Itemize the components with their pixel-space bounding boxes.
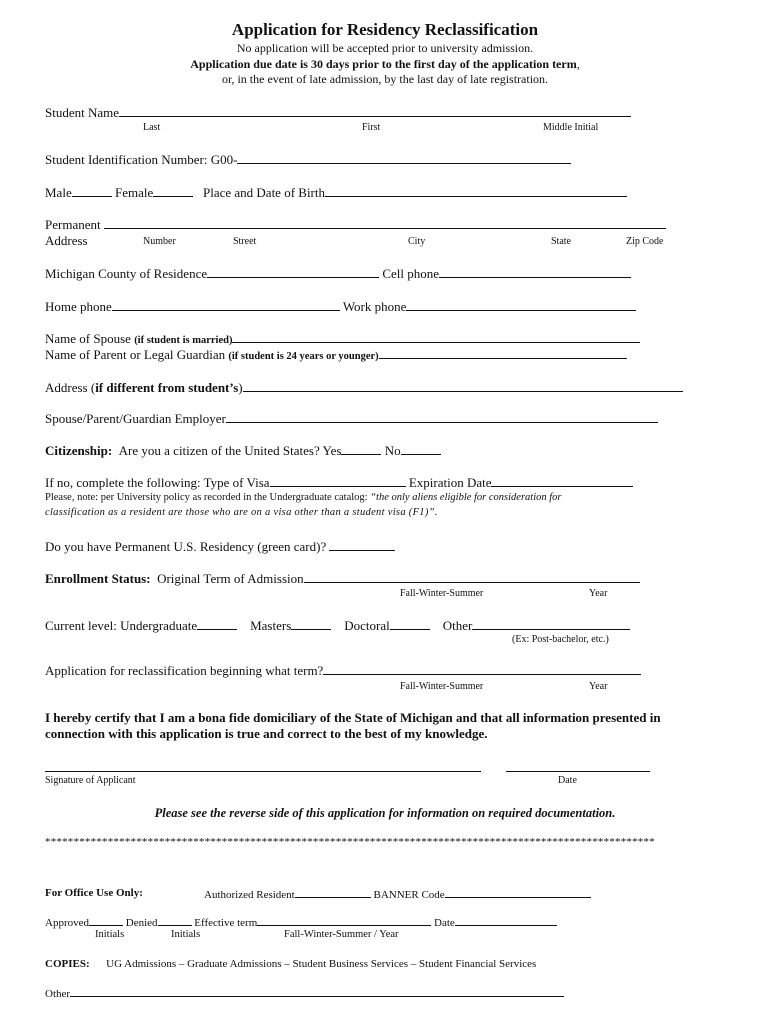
cell-label: Cell phone	[382, 266, 440, 281]
reclass-term-field[interactable]	[323, 663, 641, 675]
other-level-label: Other	[442, 618, 473, 633]
sub-middle-initial: Middle Initial	[543, 122, 599, 133]
authorized-field[interactable]	[295, 887, 371, 898]
spouse-row	[45, 331, 640, 347]
phone-row	[45, 299, 636, 315]
citizenship-question: Are you a citizen of the United States? Yes	[118, 443, 342, 458]
citizenship-row	[45, 443, 441, 459]
address-field[interactable]	[104, 217, 666, 229]
alt-address-row: Address (if different from student’s)	[45, 380, 683, 396]
certify-line-2: connection with this application is true and correct to the best of my knowledge.	[45, 726, 488, 741]
approval-row	[45, 915, 557, 929]
signature-field[interactable]	[45, 760, 481, 772]
sub-year-2: Year	[589, 681, 608, 692]
county-row	[45, 266, 631, 282]
approved-label: Approved	[45, 917, 89, 929]
separator-stars: ***********************************************************************************************************	[45, 836, 655, 848]
office-date-label: Date	[434, 917, 455, 929]
home-phone-label: Home phone	[45, 299, 112, 314]
effective-term-label: Effective term	[194, 917, 258, 929]
citizenship-label: Citizenship:	[45, 443, 113, 458]
male-field[interactable]	[72, 185, 112, 197]
doctoral-label: Doctoral	[344, 618, 390, 633]
employer-field[interactable]	[226, 411, 658, 423]
sub-year-1: Year	[589, 588, 608, 599]
work-phone-field[interactable]	[406, 299, 636, 311]
form-title: Application for Residency Reclassification	[231, 20, 539, 39]
expiration-label: Expiration Date	[408, 475, 492, 490]
county-field[interactable]	[207, 266, 379, 278]
county-label: Michigan County of Residence	[45, 266, 208, 281]
admission-term-field[interactable]	[304, 571, 640, 583]
permanent-label: Permanent	[45, 217, 101, 232]
parent-note: (if student is 24 years or younger)	[228, 351, 379, 362]
sub-term: Fall-Winter-Summer / Year	[284, 929, 399, 940]
spouse-field[interactable]	[232, 331, 640, 343]
denied-label: Denied	[125, 917, 158, 929]
green-card-field[interactable]	[329, 539, 395, 551]
green-card-label: Do you have Permanent U.S. Residency (green card)?	[45, 539, 327, 554]
visa-policy-note-2: classification as a resident are those who are on a visa other than a student visa (F1)”.	[45, 507, 438, 518]
certify-line-1: I hereby certify that I am a bona fide domiciliary of the State of Michigan and that all information presented in	[45, 710, 661, 725]
admission-notice: No application will be accepted prior to university admission.	[236, 41, 534, 55]
other-field[interactable]	[70, 986, 564, 997]
other-row	[45, 986, 564, 1000]
expiration-field[interactable]	[491, 475, 633, 487]
work-phone-label: Work phone	[342, 299, 407, 314]
other-label: Other	[45, 988, 71, 1000]
copies-label: COPIES:	[45, 958, 90, 970]
undergraduate-field[interactable]	[197, 618, 237, 630]
approved-field[interactable]	[89, 915, 123, 926]
spouse-note: (if student is married)	[134, 335, 233, 346]
student-name-field[interactable]	[119, 105, 631, 117]
address-row	[45, 217, 666, 233]
enrollment-label: Enrollment Status:	[45, 571, 151, 586]
spouse-label: Name of Spouse	[45, 331, 135, 346]
effective-term-field[interactable]	[257, 915, 431, 926]
office-date-field[interactable]	[455, 915, 557, 926]
student-id-label: Student Identification Number: G00-	[45, 152, 238, 167]
citizen-yes-field[interactable]	[341, 443, 381, 455]
reverse-side-notice: Please see the reverse side of this application for information on required documentation.	[154, 806, 616, 820]
sub-first: First	[362, 122, 381, 133]
sub-state: State	[551, 236, 571, 247]
admission-term-label: Original Term of Admission	[157, 571, 304, 586]
copies-row	[45, 958, 536, 970]
student-name-row	[45, 105, 631, 121]
masters-label: Masters	[250, 618, 292, 633]
authorized-row	[204, 887, 591, 901]
sub-initials-1: Initials	[95, 929, 125, 940]
sub-initials-2: Initials	[171, 929, 201, 940]
citizen-no-label: No	[384, 443, 401, 458]
home-phone-field[interactable]	[112, 299, 340, 311]
parent-row	[45, 347, 627, 363]
undergraduate-label: Current level: Undergraduate	[45, 618, 198, 633]
sub-season-2: Fall-Winter-Summer	[400, 681, 484, 692]
female-field[interactable]	[153, 185, 193, 197]
visa-row	[45, 475, 633, 491]
enrollment-row	[45, 571, 640, 587]
visa-label: If no, complete the following: Type of Visa	[45, 475, 270, 490]
alt-address-label: Address (	[45, 380, 96, 395]
parent-field[interactable]	[379, 347, 627, 359]
female-label: Female	[114, 185, 154, 200]
student-id-field[interactable]	[237, 152, 571, 164]
signature-label: Signature of Applicant	[45, 775, 136, 786]
student-name-label: Student Name	[45, 105, 120, 120]
denied-field[interactable]	[158, 915, 192, 926]
citizen-no-field[interactable]	[401, 443, 441, 455]
sub-last: Last	[143, 122, 161, 133]
office-use-label: For Office Use Only:	[45, 887, 143, 899]
authorized-label: Authorized Resident	[204, 889, 295, 901]
reclass-label: Application for reclassification beginning what term?	[45, 663, 324, 678]
male-label: Male	[45, 185, 72, 200]
sub-number: Number	[143, 236, 176, 247]
signature-date-label: Date	[558, 775, 577, 786]
address-label-2: Address	[45, 233, 88, 248]
birth-field[interactable]	[325, 185, 627, 197]
banner-field[interactable]	[445, 887, 591, 898]
level-row	[45, 618, 630, 634]
alt-address-note: if different from student’s	[95, 380, 239, 395]
parent-label: Name of Parent or Legal Guardian	[45, 347, 229, 362]
student-id-row	[45, 152, 571, 168]
visa-policy-note: Please, note: per University policy as recorded in the Undergraduate catalog: “the only aliens eligible for consideration for	[45, 492, 562, 503]
late-admission-notice: or, in the event of late admission, by the last day of late registration.	[221, 72, 549, 86]
due-date-notice: Application due date is 30 days prior to the first day of the application term,	[190, 57, 580, 71]
other-level-field[interactable]	[472, 618, 630, 630]
signature-date-field[interactable]	[506, 760, 650, 772]
visa-type-field[interactable]	[270, 475, 406, 487]
sub-city: City	[408, 236, 426, 247]
employer-label: Spouse/Parent/Guardian Employer	[45, 411, 226, 426]
sub-street: Street	[233, 236, 257, 247]
cell-field[interactable]	[439, 266, 631, 278]
sub-example: (Ex: Post-bachelor, etc.)	[512, 634, 609, 645]
alt-address-field[interactable]	[243, 380, 683, 392]
birth-label: Place and Date of Birth	[202, 185, 325, 200]
reclass-row	[45, 663, 641, 679]
doctoral-field[interactable]	[390, 618, 430, 630]
copies-list: UG Admissions – Graduate Admissions – Student Business Services – Student Financial Services	[106, 958, 537, 970]
sub-season-1: Fall-Winter-Summer	[400, 588, 484, 599]
employer-row	[45, 411, 658, 427]
banner-label: BANNER Code	[373, 889, 445, 901]
sex-birth-row	[45, 185, 627, 201]
sub-zip: Zip Code	[626, 236, 664, 247]
green-card-row	[45, 539, 395, 555]
masters-field[interactable]	[291, 618, 331, 630]
